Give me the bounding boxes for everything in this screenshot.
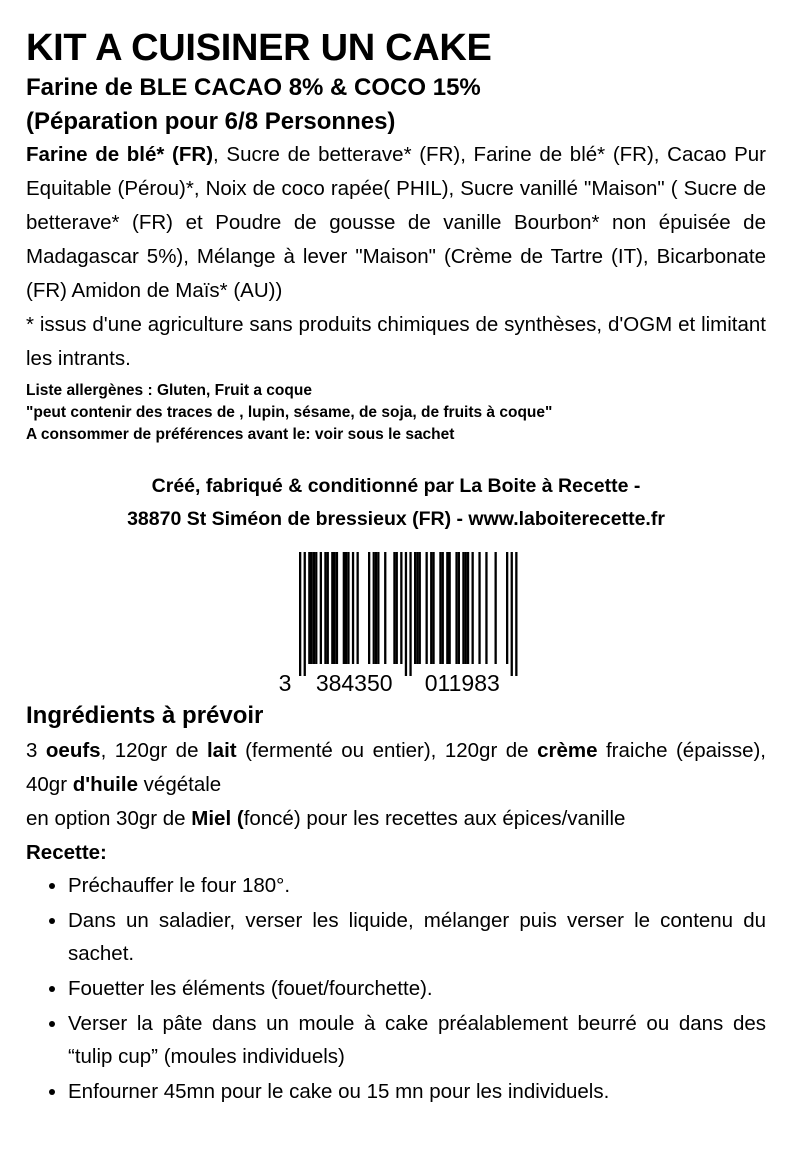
barcode-bar (515, 552, 517, 676)
barcode-bar (333, 552, 335, 664)
barcode-bar (466, 552, 468, 664)
manufacturer-line-2: 38870 St Siméon de bressieux (FR) - www.laboiterecette.fr (127, 508, 665, 530)
manufacturer-block (26, 470, 766, 536)
barcode (26, 548, 766, 694)
traces-line: "peut contenir des traces de , lupin, sésame, de soja, de fruits à coque" (26, 404, 553, 421)
recipe-step: • Dans un saladier, verser les liquide, mélanger puis verser le contenu du sachet. (68, 904, 766, 970)
barcode-bar (308, 552, 310, 664)
allergens-line: Liste allergènes : Gluten, Fruit a coque (26, 382, 312, 399)
barcode-image (265, 548, 528, 694)
recipe-step: • Préchauffer le four 180°. (68, 869, 766, 902)
barcode-bar (455, 552, 457, 664)
ingredients-list (26, 138, 766, 308)
best-before-line: A consommer de préférences avant le: voir sous le sachet (26, 426, 455, 443)
barcode-bar (448, 552, 450, 664)
barcode-bar (441, 552, 443, 664)
barcode-bar (485, 552, 487, 664)
ingredients-text: , Sucre de betterave* (FR), Farine de blé* (FR), Cacao Pur Equitable (Pérou)*, Noix de coco rapée( PHIL), Sucre vanillé "Maison" ( Sucre de betterave* (FR) et Poudre de gousse de vanille Bourbon* non épuisée de Madagascar 5%), Mélange à lever "Maison" (Crème de Tartre (IT), Bicarbonate (FR) Amidon de Maïs* (AU)) (26, 143, 766, 302)
product-subtitle: Farine de BLE CACAO 8% & COCO 15% (26, 74, 481, 101)
barcode-bar (393, 552, 395, 664)
manufacturer-line-1: Créé, fabriqué & conditionné par La Boite à Recette - (151, 475, 641, 497)
barcode-bar (326, 552, 328, 664)
recipe-step: • Fouetter les éléments (fouet/fourchette). (68, 972, 766, 1005)
barcode-bar (471, 552, 473, 664)
barcode-bar (446, 552, 448, 664)
barcode-bar (331, 552, 333, 664)
barcode-bar (299, 552, 301, 676)
barcode-bar (400, 552, 402, 664)
bold-ingredient: crème (537, 739, 598, 762)
barcode-bar (342, 552, 344, 664)
barcode-bar (356, 552, 358, 664)
barcode-bar (310, 552, 312, 664)
text-run: en option 30gr de (26, 807, 192, 830)
barcode-bar (319, 552, 321, 664)
optional-ingredient-text (26, 802, 766, 836)
barcode-bar (439, 552, 441, 664)
bold-ingredient: d'huile (72, 773, 138, 796)
recipe-steps (26, 869, 766, 1108)
barcode-bar (409, 552, 411, 676)
text-run: foncé) pour les recettes aux épices/vanille (243, 807, 626, 830)
text-run: 3 (26, 739, 46, 762)
barcode-bar (347, 552, 349, 664)
barcode-bar (418, 552, 420, 664)
barcode-bar (351, 552, 353, 664)
recipe-heading: Recette: (26, 841, 107, 864)
text-run: fraiche (épaisse), 40gr (26, 739, 766, 796)
barcode-bar (425, 552, 427, 664)
barcode-bar (478, 552, 480, 664)
barcode-bar (335, 552, 337, 664)
barcode-bar (404, 552, 406, 676)
recipe-step: • Verser la pâte dans un moule à cake préalablement beurré ou dans des “tulip cup” (moules individuels) (68, 1007, 766, 1073)
barcode-bar (430, 552, 432, 664)
text-run: (fermenté ou entier), 120gr de (236, 739, 538, 762)
barcode-bar (377, 552, 379, 664)
barcode-bar (312, 552, 314, 664)
barcode-bar (372, 552, 374, 664)
product-title: KIT A CUISINER UN CAKE (26, 27, 492, 69)
barcode-bar (414, 552, 416, 664)
barcode-digits-left: 384350 (315, 670, 393, 694)
barcode-bar (345, 552, 347, 664)
organic-note: * issus d'une agriculture sans produits chimiques de synthèses, d'OGM et limitant les intrants. (26, 313, 766, 370)
barcode-bar (374, 552, 376, 664)
ingredients-to-provide-heading: Ingrédients à prévoir (26, 702, 264, 729)
barcode-bar (324, 552, 326, 664)
servings-note: (Péparation pour 6/8 Personnes) (26, 108, 396, 135)
barcode-bar (384, 552, 386, 664)
ingredients-to-provide-text (26, 734, 766, 802)
bold-ingredient: Miel ( (191, 807, 244, 830)
product-label (26, 26, 766, 1110)
barcode-bar (416, 552, 418, 664)
barcode-bar (368, 552, 370, 664)
text-run: végétale (137, 773, 222, 796)
barcode-bar (315, 552, 317, 664)
barcode-bar (303, 552, 305, 676)
recipe-step: • Enfourner 45mn pour le cake ou 15 mn pour les individuels. (68, 1075, 766, 1108)
barcode-bar (395, 552, 397, 664)
barcode-bar (464, 552, 466, 664)
barcode-bar (457, 552, 459, 664)
barcode-bar (462, 552, 464, 664)
barcode-bar (432, 552, 434, 664)
barcode-bar (494, 552, 496, 664)
bold-ingredient: lait (206, 739, 237, 762)
bold-ingredient: oeufs (45, 739, 101, 762)
barcode-digits-right: 011983 (424, 670, 500, 694)
ingredients-lead: Farine de blé* (FR) (26, 143, 214, 166)
barcode-bar (510, 552, 512, 676)
barcode-digit-first: 3 (278, 670, 291, 694)
text-run: , 120gr de (100, 739, 207, 762)
barcode-bar (506, 552, 508, 664)
